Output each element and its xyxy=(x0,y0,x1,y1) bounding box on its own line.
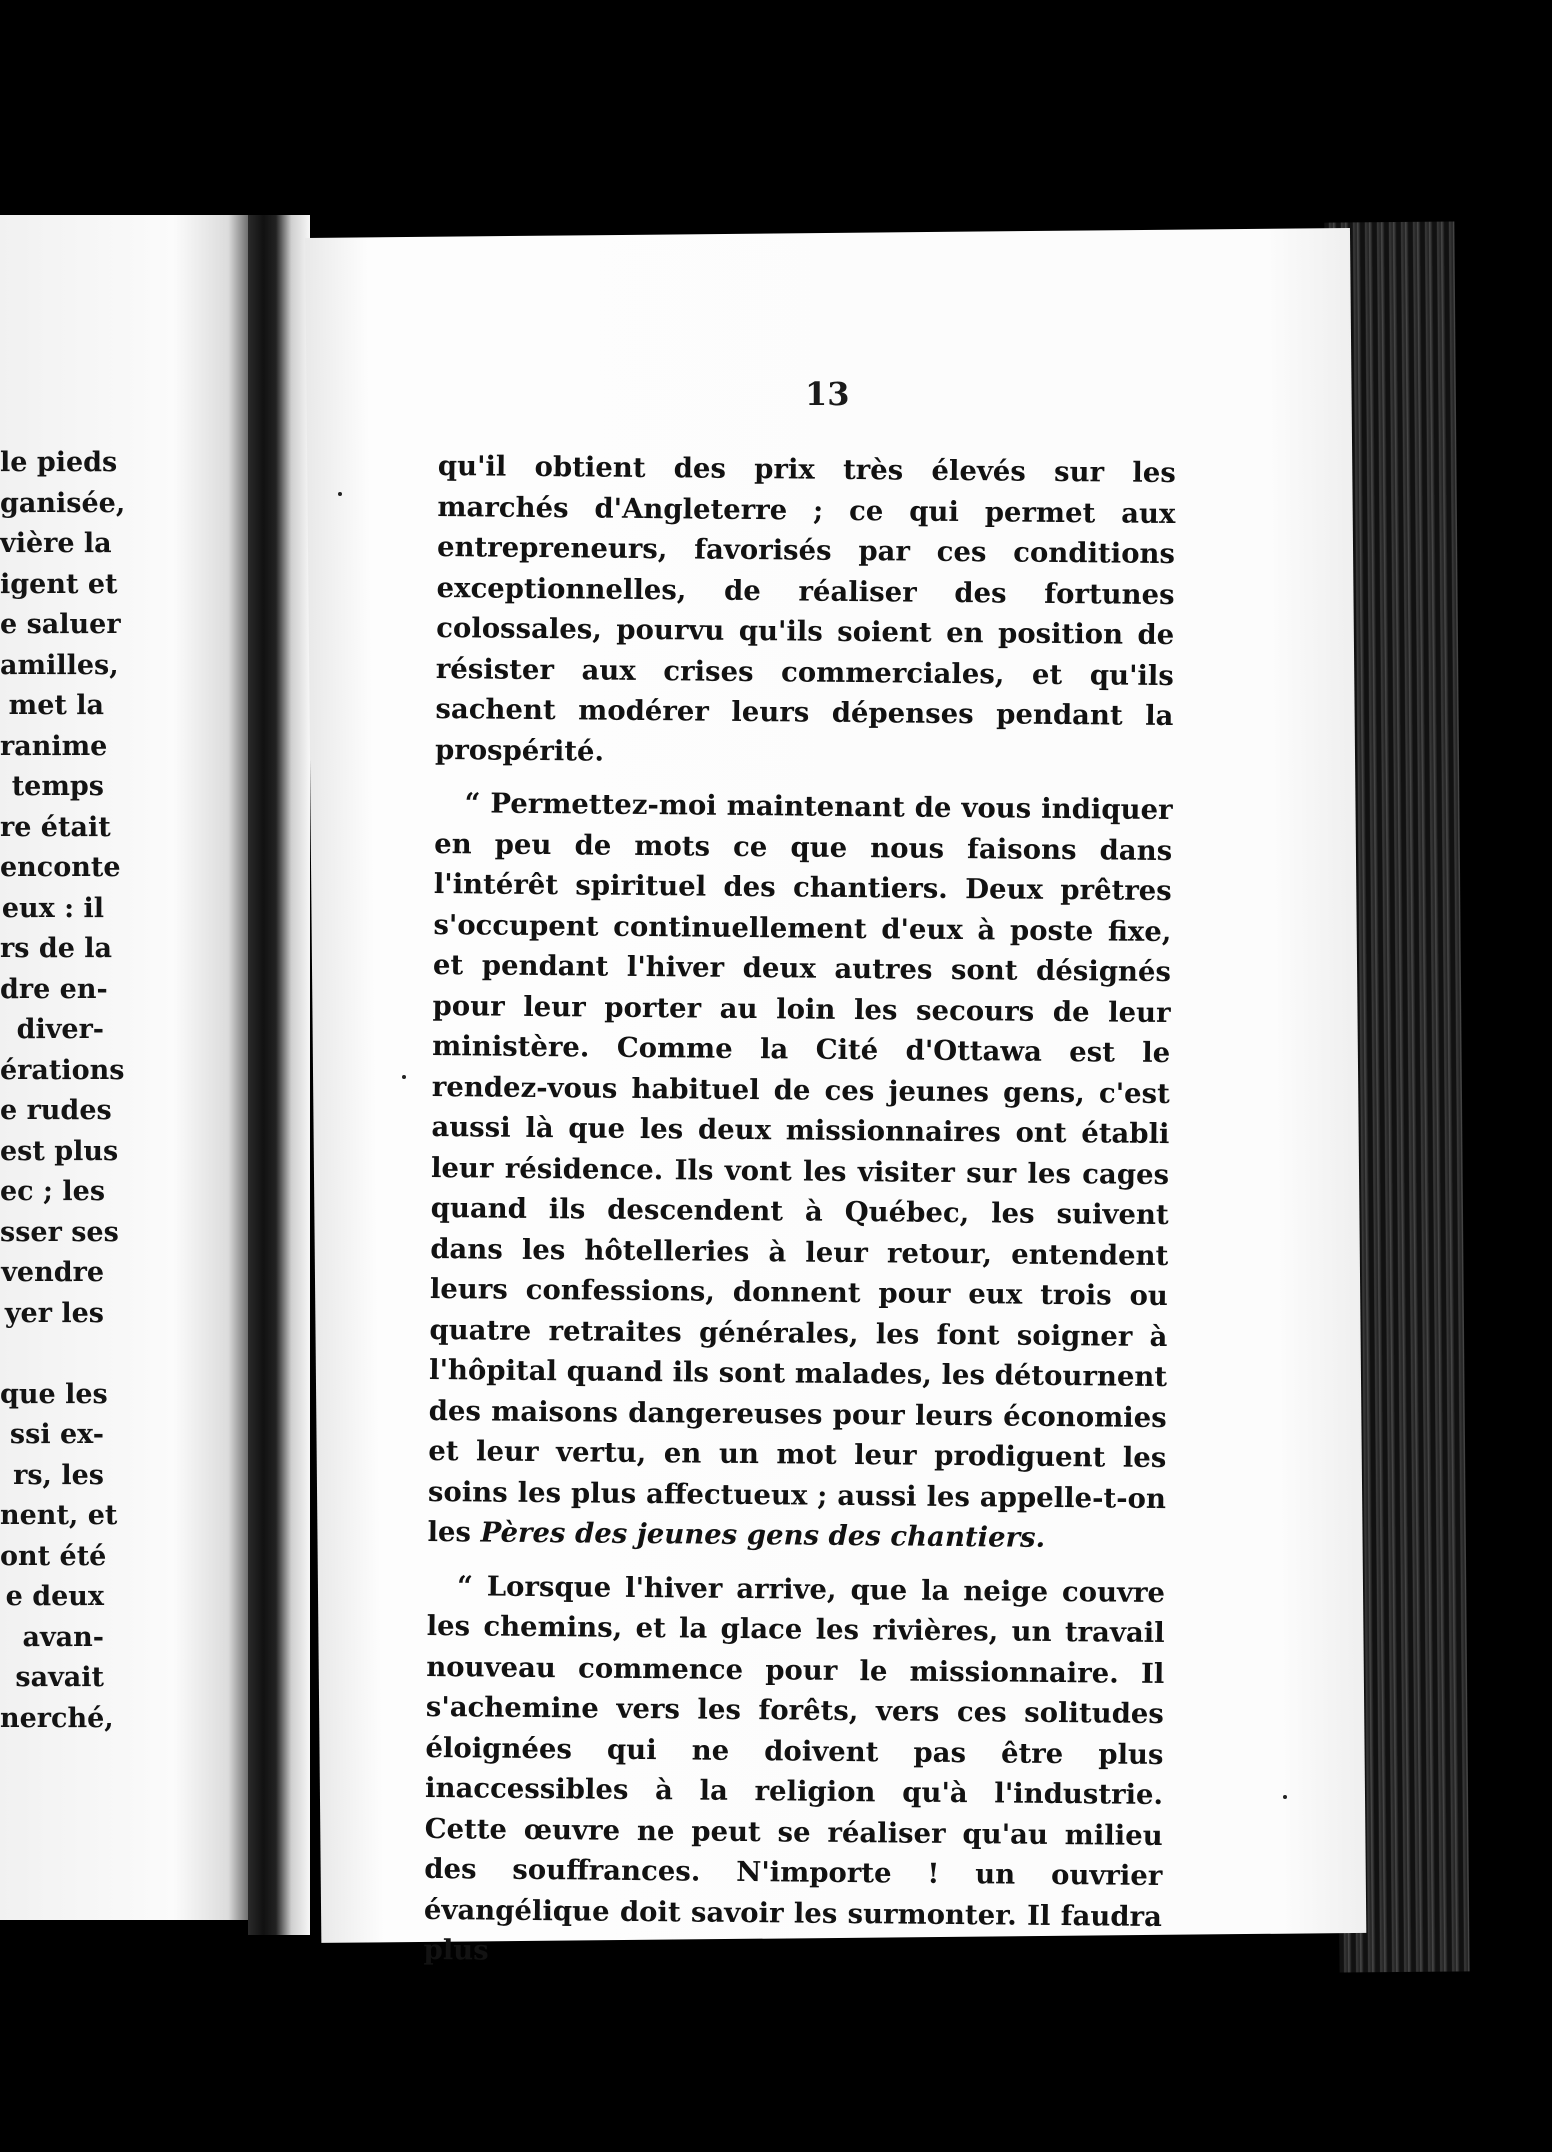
left-line: est plus xyxy=(0,1135,119,1167)
paragraph-3: “ Lorsque l'hiver arrive, que la neige couvre les chemins, et la glace les rivières, un travail nouveau commence pour le missionnaire. Il s'achemine vers les forêts, vers ces solitudes éloignées qui ne doivent pas être plus inaccessibles à la religion qu'à l'industrie. Cette œuvre ne peut se réaliser qu'au milieu des souffrances. N'importe ! un ouvrier évangélique doit savoir les surmonter. Il faudra plus xyxy=(423,1569,1166,1967)
left-line: e deux xyxy=(5,1581,104,1612)
left-line: avan- xyxy=(22,1621,104,1653)
left-line: nent, et xyxy=(0,1500,118,1531)
left-line: ssi ex- xyxy=(9,1419,104,1450)
left-line: e saluer xyxy=(0,609,121,640)
left-line: diver- xyxy=(16,1014,104,1045)
left-line: met la xyxy=(8,690,104,721)
italic-phrase: Pères des jeunes gens des chantiers. xyxy=(480,1516,1046,1554)
left-line: yer les xyxy=(4,1297,104,1329)
left-line: que les xyxy=(0,1378,108,1410)
left-line: amilles, xyxy=(0,649,119,681)
left-line: érations xyxy=(0,1054,125,1086)
ink-speck xyxy=(402,1075,406,1079)
left-line: ont été xyxy=(0,1540,107,1572)
left-line: dre en- xyxy=(0,973,108,1005)
left-line: savait xyxy=(15,1662,104,1693)
left-line: e rudes xyxy=(0,1095,112,1126)
paragraph-2 xyxy=(427,783,1172,1560)
left-line: temps xyxy=(11,771,104,802)
left-line: rs, les xyxy=(13,1459,104,1491)
paragraph-2-text: “ Permettez-moi maintenant de vous indiquer en peu de mots ce que nous faisons dans l'intérêt spirituel des chantiers. Deux prêtres s'occupent continuellement d'eux à poste fixe, et pendant l'hiver deux autres sont désignés pour leur porter au loin les secours de leur ministère. Comme la Cité d'Ottawa est le rendez-vous habituel de ces jeunes gens, c'est aussi là que les deux missionnaires ont établi leur résidence. Ils vont les visiter sur les cages quand ils descendent à Québec, les suivent dans les hôtelleries à leur retour, entendent leurs confessions, donnent pour eux trois ou quatre retraites générales, les font soigner à l'hôpital quand ils sont malades, les détournent des maisons dangereuses pour leurs économies et leur vertu, en un mot leur prodiguent les soins les plus affectueux ; aussi les appelle-t-on les xyxy=(427,787,1173,1549)
left-line: nerché, xyxy=(0,1702,114,1734)
book-gutter xyxy=(248,215,310,1935)
left-line: le pieds xyxy=(0,447,118,478)
left-page-text xyxy=(0,443,126,1739)
ink-speck xyxy=(1283,1795,1287,1799)
left-line: eux : il xyxy=(1,892,104,924)
left-line: re était xyxy=(0,811,111,843)
left-line: sser ses xyxy=(0,1216,119,1248)
left-line: vendre xyxy=(1,1257,104,1288)
left-page xyxy=(0,215,248,1920)
left-line: ranime xyxy=(0,730,108,762)
left-line: rs de la xyxy=(0,933,113,964)
left-line: igent et xyxy=(0,568,118,600)
ink-speck xyxy=(338,492,342,496)
left-line: enconte xyxy=(0,852,121,883)
paragraph-1: qu'il obtient des prix très élevés sur les marchés d'Angleterre ; ce qui permet aux entrepreneurs, favorisés par ces conditions exceptionnelles, de réaliser des fortunes colossales, pourvu qu'ils soient en position de résister aux crises commerciales, et qu'ils sachent modérer leurs dépenses pendant la prospérité. xyxy=(434,449,1176,768)
left-line: ec ; les xyxy=(0,1176,106,1207)
left-line: ganisée, xyxy=(0,487,126,519)
page-number: 13 xyxy=(805,375,850,413)
left-line xyxy=(0,1334,104,1375)
page-body xyxy=(423,446,1176,1978)
left-line: vière la xyxy=(0,528,112,559)
